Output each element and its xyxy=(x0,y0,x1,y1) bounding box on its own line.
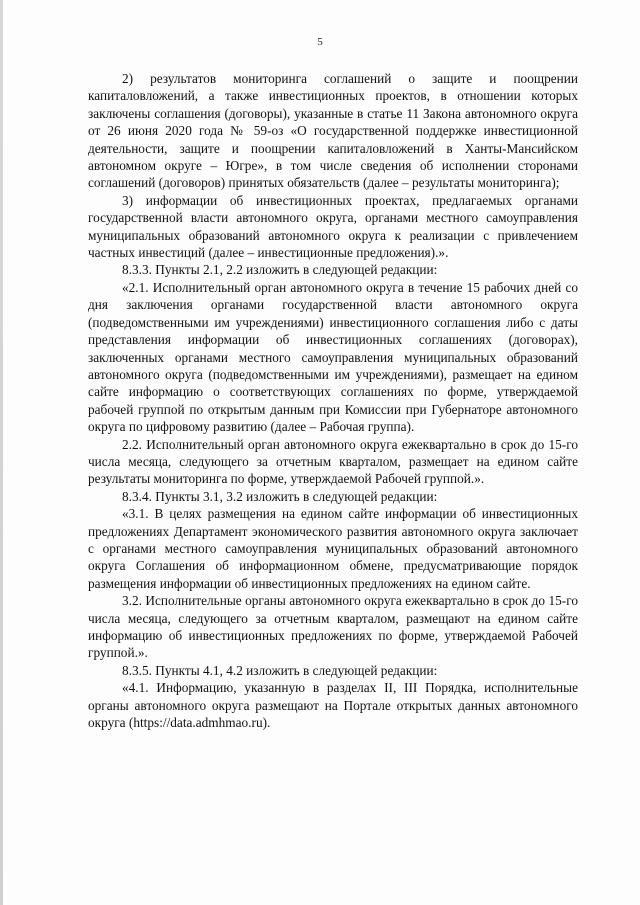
paragraph-item-3: 3) информации об инвестиционных проектах, предлагаемых органами государственной власти автономного округа, органами местного самоуправления муниципальных образований автономного округа к реализации с привлечением частных инвестиций (далее – инвестиционные предложения).». xyxy=(88,192,578,261)
paragraph-2-2: 2.2. Исполнительный орган автономного округа ежеквартально в срок до 15-го числа месяца, следующего за отчетным кварталом, размещает на едином сайте результаты мониторинга по форме, утверждаемой Рабочей группой.». xyxy=(88,436,578,487)
paragraph-8-3-4: 8.3.4. Пункты 3.1, 3.2 изложить в следующей редакции: xyxy=(122,488,438,504)
document-body xyxy=(88,70,578,731)
page-number: 5 xyxy=(317,36,323,48)
paragraph-4-1: «4.1. Информацию, указанную в разделах II, III Порядка, исполнительные органы автономного округа размещают на Портале открытых данных автономного округа (https://data.admhmao.ru). xyxy=(88,680,578,731)
scan-edge xyxy=(0,0,3,905)
paragraph-item-2: 2) результатов мониторинга соглашений о защите и поощрении капиталовложений, а также инвестиционных проектов, в отношении которых заключены соглашения (договоры), указанные в статье 11 Закона автономного округа от 26 июня 2020 года № 59-оз «О государственной поддержке инвестиционной деятельности, защите и поощрении капиталовложений в Ханты-Мансийском автономном округе – Югре», в том числе сведения об исполнении сторонами соглашений (договоров) принятых обязательств (далее – результаты мониторинга); xyxy=(88,71,578,191)
paragraph-8-3-5: 8.3.5. Пункты 4.1, 4.2 изложить в следующей редакции: xyxy=(122,662,438,678)
paragraph-2-1: «2.1. Исполнительный орган автономного округа в течение 15 рабочих дней со дня заключения органами государственной власти автономного округа (подведомственными им учреждениями) инвестиционного соглашения либо с даты представления информации об инвестиционных соглашениях (договорах), заключенных органами местного самоуправления муниципальных образований автономного округа (подведомственными им учреждениями), размещает на едином сайте информацию о соответствующих соглашениях по форме, утверждаемой рабочей группой по открытым данным при Комиссии при Губернаторе автономного округа по цифровому развитию (далее – Рабочая группа). xyxy=(88,279,578,435)
paragraph-8-3-3: 8.3.3. Пункты 2.1, 2.2 изложить в следующей редакции: xyxy=(122,262,438,278)
paragraph-3-2: 3.2. Исполнительные органы автономного округа ежеквартально в срок до 15-го числа месяца, следующего за отчетным кварталом, размещают на едином сайте информацию об инвестиционных предложениях по форме, утверждаемой Рабочей группой.». xyxy=(88,593,578,661)
paragraph-3-1: «3.1. В целях размещения на едином сайте информации об инвестиционных предложениях Департамент экономического развития автономного округа заключает с органами местного самоуправления муниципальных образований автономного округа Соглашения об информационном обмене, предусматривающие порядок размещения информации об инвестиционных предложениях на едином сайте. xyxy=(88,506,578,591)
